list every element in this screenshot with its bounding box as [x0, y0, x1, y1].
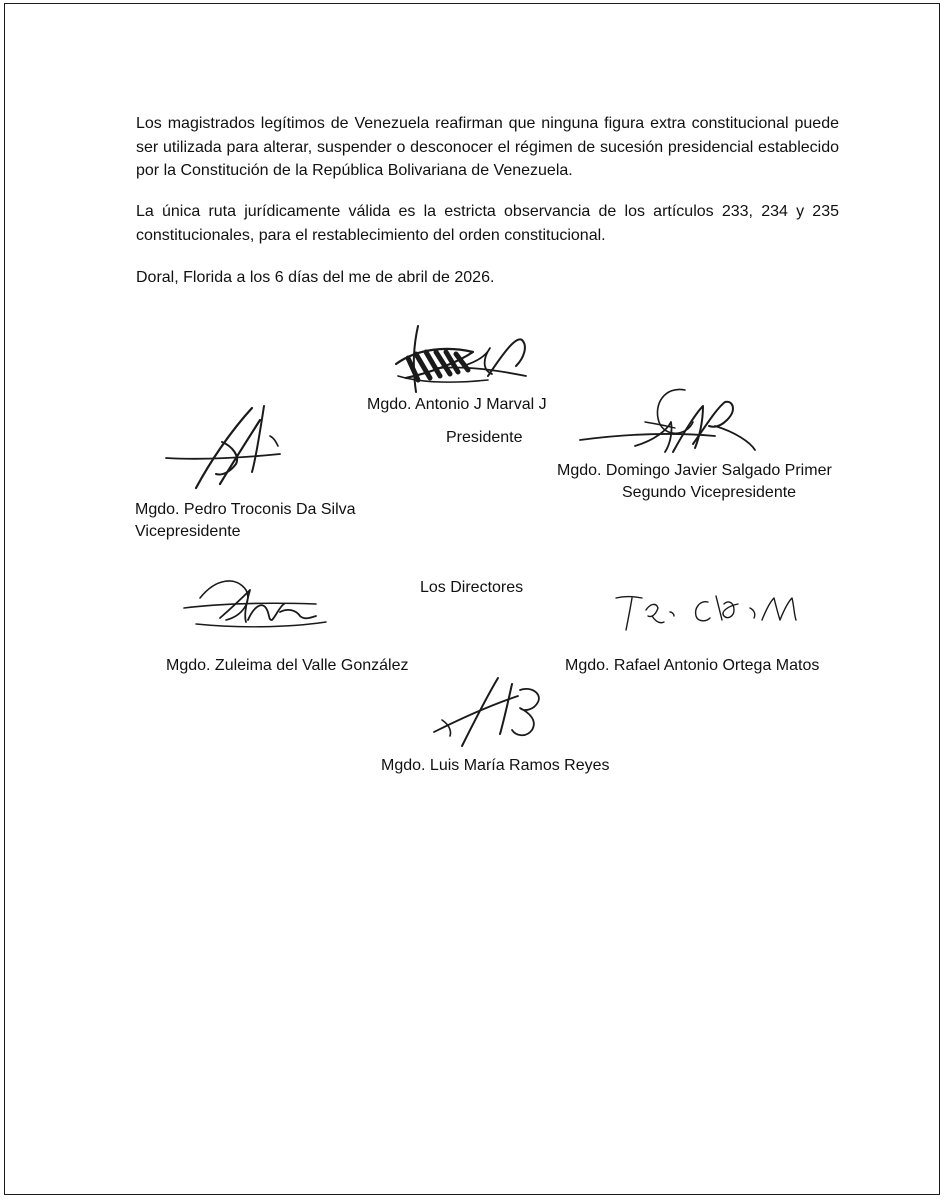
vice-name: Mgdo. Pedro Troconis Da Silva — [135, 501, 356, 518]
signature-president — [378, 318, 538, 403]
director-1-name: Mgdo. Zuleima del Valle González — [166, 657, 409, 674]
paragraph-place-date: Doral, Florida a los 6 días del me de abril de 2026. — [136, 269, 495, 286]
first-vice-title: Segundo Vicepresidente — [622, 484, 797, 501]
first-vice-name: Mgdo. Domingo Javier Salgado Primer — [557, 462, 832, 479]
paragraph-reaffirmation: Los magistrados legítimos de Venezuela reafirman que ninguna figura extra constitucional puede ser utilizada para alterar, suspender o desconocer el régimen de sucesión presidencial establecido por la Constitución de la República Bolivariana de Venezuela. — [136, 115, 839, 179]
president-name: Mgdo. Antonio J Marval J — [367, 396, 547, 413]
directors-heading: Los Directores — [420, 579, 524, 596]
president-title: Presidente — [446, 429, 523, 446]
signature-director-1 — [176, 568, 336, 638]
signature-vice-president — [160, 402, 290, 492]
vice-title: Vicepresidente — [135, 523, 241, 540]
director-2-name: Mgdo. Rafael Antonio Ortega Matos — [565, 657, 820, 674]
signature-director-3 — [428, 672, 558, 752]
director-3-name: Mgdo. Luis María Ramos Reyes — [381, 757, 610, 774]
signature-first-vice-president — [575, 382, 775, 467]
paragraph-legal-route: La única ruta jurídicamente válida es la estricta observancia de los artículos 233, 234 y 235 constitucionales, para el restablecimiento del orden constitucional. — [136, 203, 839, 244]
signature-director-2 — [610, 582, 810, 637]
